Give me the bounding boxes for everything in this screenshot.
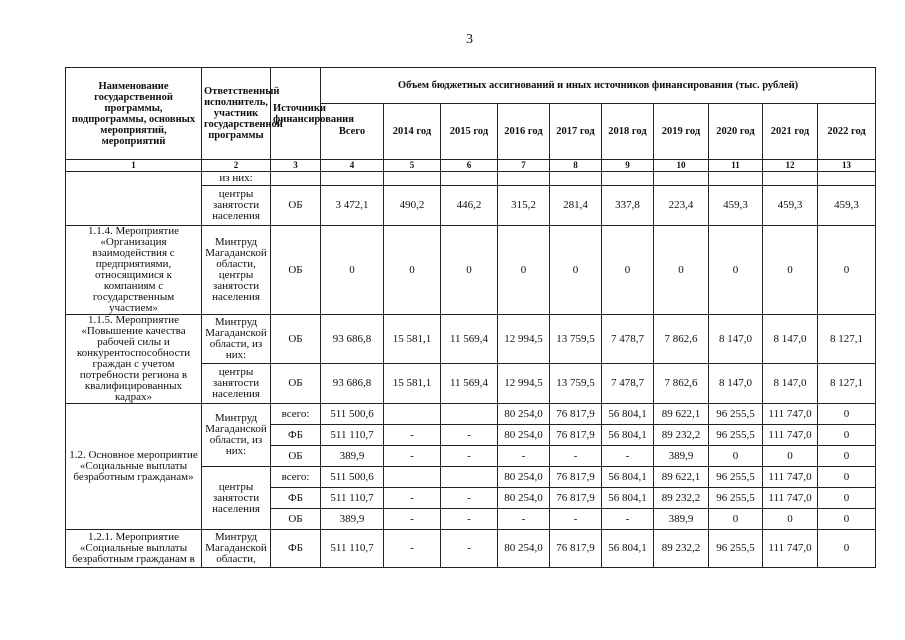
value-cell: 7 862,6 xyxy=(654,315,709,364)
name-cell: 1.2. Основное мероприятие «Социальные выплаты безработным гражданам» xyxy=(66,404,202,530)
value-cell: - xyxy=(602,509,654,530)
value-cell: 89 622,1 xyxy=(654,404,709,425)
value-cell: 80 254,0 xyxy=(498,467,550,488)
value-cell: 389,9 xyxy=(321,509,384,530)
value-cell: 0 xyxy=(709,446,763,467)
value-cell: - xyxy=(384,509,441,530)
value-cell: 315,2 xyxy=(498,186,550,226)
table-row xyxy=(66,530,876,568)
value-cell: 89 622,1 xyxy=(654,467,709,488)
column-number: 2 xyxy=(202,160,271,172)
value-cell: 0 xyxy=(763,226,818,315)
value-cell: 337,8 xyxy=(602,186,654,226)
source-cell: ОБ xyxy=(271,446,321,467)
value-cell: - xyxy=(498,446,550,467)
responsible-cell: из них: xyxy=(202,172,271,186)
value-cell: 80 254,0 xyxy=(498,488,550,509)
value-cell: 7 862,6 xyxy=(654,364,709,404)
value-cell: 0 xyxy=(818,404,876,425)
value-cell: - xyxy=(441,488,498,509)
source-cell: ФБ xyxy=(271,530,321,568)
name-cell: 1.1.4. Мероприятие «Организация взаимодействия с предприятиями, относящимися к компаниям с государственным участием» xyxy=(66,226,202,315)
value-cell: 389,9 xyxy=(321,446,384,467)
table-row xyxy=(66,315,876,364)
value-cell: 8 147,0 xyxy=(763,315,818,364)
value-cell: 56 804,1 xyxy=(602,488,654,509)
value-cell: 0 xyxy=(818,530,876,568)
source-cell: ОБ xyxy=(271,364,321,404)
column-number: 12 xyxy=(763,160,818,172)
responsible-cell: центры занятости населения xyxy=(202,364,271,404)
source-cell: всего: xyxy=(271,404,321,425)
column-number: 9 xyxy=(602,160,654,172)
value-cell: 3 472,1 xyxy=(321,186,384,226)
header-source: Источники финансирования xyxy=(271,68,321,160)
value-cell: 0 xyxy=(709,509,763,530)
budget-table xyxy=(65,67,876,568)
header-year: 2021 год xyxy=(763,104,818,160)
column-number: 1 xyxy=(66,160,202,172)
value-cell: - xyxy=(384,530,441,568)
column-number: 10 xyxy=(654,160,709,172)
column-number-row xyxy=(66,160,876,172)
responsible-cell: Минтруд Магаданской области, центры занятости населения xyxy=(202,226,271,315)
value-cell: 0 xyxy=(818,509,876,530)
value-cell: 76 817,9 xyxy=(550,404,602,425)
value-cell: 511 500,6 xyxy=(321,404,384,425)
source-cell: ОБ xyxy=(271,509,321,530)
value-cell: 96 255,5 xyxy=(709,425,763,446)
column-number: 6 xyxy=(441,160,498,172)
value-cell: 0 xyxy=(818,226,876,315)
source-cell: всего: xyxy=(271,467,321,488)
value-cell: 0 xyxy=(818,467,876,488)
value-cell: 0 xyxy=(498,226,550,315)
header-year: 2020 год xyxy=(709,104,763,160)
value-cell: 96 255,5 xyxy=(709,488,763,509)
value-cell: 0 xyxy=(709,226,763,315)
column-number: 13 xyxy=(818,160,876,172)
value-cell: 96 255,5 xyxy=(709,404,763,425)
value-cell: 76 817,9 xyxy=(550,467,602,488)
source-cell: ОБ xyxy=(271,186,321,226)
source-cell: ФБ xyxy=(271,488,321,509)
table-row xyxy=(66,226,876,315)
source-cell: ФБ xyxy=(271,425,321,446)
header-year: 2014 год xyxy=(384,104,441,160)
value-cell: 8 147,0 xyxy=(709,315,763,364)
value-cell xyxy=(441,404,498,425)
header-volume: Объем бюджетных ассигнований и иных источников финансирования (тыс. рублей) xyxy=(321,68,876,104)
value-cell: 15 581,1 xyxy=(384,315,441,364)
header-year: 2017 год xyxy=(550,104,602,160)
value-cell: 8 127,1 xyxy=(818,315,876,364)
value-cell: 15 581,1 xyxy=(384,364,441,404)
value-cell: 0 xyxy=(321,226,384,315)
header-year: 2019 год xyxy=(654,104,709,160)
value-cell: 0 xyxy=(550,226,602,315)
value-cell: 446,2 xyxy=(441,186,498,226)
value-cell: 511 110,7 xyxy=(321,530,384,568)
header-year: 2022 год xyxy=(818,104,876,160)
header-responsible: Ответственный исполнитель, участник государственной программы xyxy=(202,68,271,160)
value-cell: 76 817,9 xyxy=(550,530,602,568)
column-number: 5 xyxy=(384,160,441,172)
value-cell: 7 478,7 xyxy=(602,315,654,364)
value-cell: 89 232,2 xyxy=(654,530,709,568)
value-cell: 93 686,8 xyxy=(321,315,384,364)
value-cell: - xyxy=(441,425,498,446)
table-row xyxy=(66,404,876,425)
value-cell: 111 747,0 xyxy=(763,425,818,446)
column-number: 3 xyxy=(271,160,321,172)
value-cell: - xyxy=(441,446,498,467)
value-cell: 96 255,5 xyxy=(709,467,763,488)
value-cell: 0 xyxy=(818,446,876,467)
value-cell: 12 994,5 xyxy=(498,364,550,404)
header-year: 2015 год xyxy=(441,104,498,160)
value-cell: 0 xyxy=(441,226,498,315)
value-cell: - xyxy=(602,446,654,467)
value-cell: 7 478,7 xyxy=(602,364,654,404)
value-cell: 111 747,0 xyxy=(763,530,818,568)
value-cell: 56 804,1 xyxy=(602,467,654,488)
column-number: 4 xyxy=(321,160,384,172)
name-cell: 1.1.5. Мероприятие «Повышение качества рабочей силы и конкурентоспособности граждан с учетом потребности региона в квалифицированных кадрах» xyxy=(66,315,202,404)
value-cell: 511 500,6 xyxy=(321,467,384,488)
name-cell-empty xyxy=(66,172,202,226)
name-cell: 1.2.1. Мероприятие «Социальные выплаты безработным гражданам в xyxy=(66,530,202,568)
value-cell: 0 xyxy=(654,226,709,315)
value-cell: 13 759,5 xyxy=(550,315,602,364)
value-cell: 56 804,1 xyxy=(602,425,654,446)
value-cell: - xyxy=(384,425,441,446)
value-cell: 223,4 xyxy=(654,186,709,226)
value-cell: 80 254,0 xyxy=(498,425,550,446)
value-cell: 0 xyxy=(763,446,818,467)
value-cell: 89 232,2 xyxy=(654,425,709,446)
header-name: Наименование государственной программы, подпрограммы, основных мероприятий, мероприятий xyxy=(66,68,202,160)
value-cell: 511 110,7 xyxy=(321,425,384,446)
value-cell: 96 255,5 xyxy=(709,530,763,568)
value-cell: 76 817,9 xyxy=(550,488,602,509)
value-cell: 0 xyxy=(384,226,441,315)
value-cell: 76 817,9 xyxy=(550,425,602,446)
value-cell xyxy=(384,404,441,425)
value-cell: 389,9 xyxy=(654,509,709,530)
value-cell: 0 xyxy=(602,226,654,315)
responsible-cell: центры занятости населения xyxy=(202,186,271,226)
value-cell xyxy=(384,467,441,488)
value-cell: 56 804,1 xyxy=(602,404,654,425)
value-cell: 12 994,5 xyxy=(498,315,550,364)
value-cell: 11 569,4 xyxy=(441,315,498,364)
page-number: 3 xyxy=(466,32,473,47)
value-cell: 389,9 xyxy=(654,446,709,467)
responsible-cell: Минтруд Магаданской области, из них: xyxy=(202,315,271,364)
value-cell: 8 147,0 xyxy=(709,364,763,404)
value-cell: 459,3 xyxy=(818,186,876,226)
column-number: 8 xyxy=(550,160,602,172)
value-cell: 0 xyxy=(763,509,818,530)
value-cell: - xyxy=(441,509,498,530)
value-cell: - xyxy=(384,446,441,467)
column-number: 7 xyxy=(498,160,550,172)
responsible-cell: Минтруд Магаданской области, из них: xyxy=(202,404,271,467)
value-cell: 281,4 xyxy=(550,186,602,226)
value-cell: 13 759,5 xyxy=(550,364,602,404)
value-cell: - xyxy=(550,446,602,467)
value-cell: 80 254,0 xyxy=(498,530,550,568)
value-cell: 11 569,4 xyxy=(441,364,498,404)
value-cell: 459,3 xyxy=(709,186,763,226)
value-cell: 490,2 xyxy=(384,186,441,226)
value-cell: 8 127,1 xyxy=(818,364,876,404)
value-cell: 93 686,8 xyxy=(321,364,384,404)
source-cell: ОБ xyxy=(271,226,321,315)
responsible-cell: Минтруд Магаданской области, xyxy=(202,530,271,568)
value-cell: 511 110,7 xyxy=(321,488,384,509)
value-cell: - xyxy=(498,509,550,530)
value-cell: 0 xyxy=(818,425,876,446)
source-cell: ОБ xyxy=(271,315,321,364)
value-cell: - xyxy=(550,509,602,530)
value-cell: 111 747,0 xyxy=(763,488,818,509)
value-cell: - xyxy=(384,488,441,509)
header-year: 2018 год xyxy=(602,104,654,160)
value-cell: 111 747,0 xyxy=(763,404,818,425)
value-cell xyxy=(441,467,498,488)
column-number: 11 xyxy=(709,160,763,172)
value-cell: 80 254,0 xyxy=(498,404,550,425)
value-cell: 0 xyxy=(818,488,876,509)
value-cell: - xyxy=(441,530,498,568)
header-year: 2016 год xyxy=(498,104,550,160)
value-cell: 459,3 xyxy=(763,186,818,226)
header-total: Всего xyxy=(321,104,384,160)
responsible-cell: центры занятости населения xyxy=(202,467,271,530)
value-cell: 56 804,1 xyxy=(602,530,654,568)
value-cell: 8 147,0 xyxy=(763,364,818,404)
table-row xyxy=(66,172,876,186)
value-cell: 89 232,2 xyxy=(654,488,709,509)
value-cell: 111 747,0 xyxy=(763,467,818,488)
